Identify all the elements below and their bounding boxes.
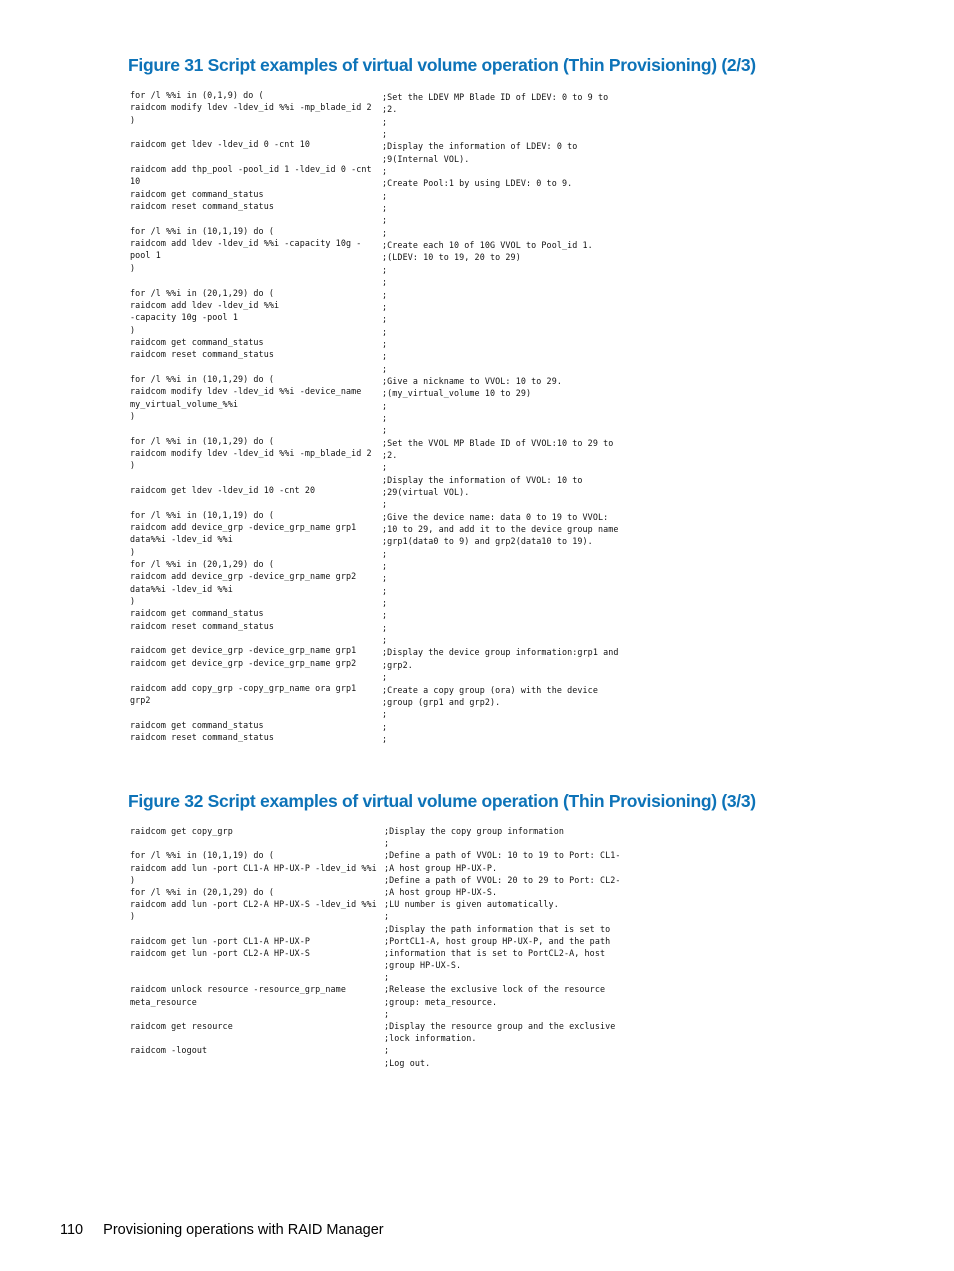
script-line: ;Set the LDEV MP Blade ID of LDEV: 0 to 9 to <box>382 92 609 102</box>
script-line: ;Display the information of VVOL: 10 to <box>382 474 583 485</box>
script-line: ; <box>382 351 388 362</box>
script-line: ;information that is set to PortCL2-A, host <box>384 947 606 958</box>
script-line: ; <box>382 548 388 559</box>
script-line: ;Create Pool:1 by using LDEV: 0 to 9. <box>382 178 573 189</box>
script-line: ; <box>382 598 388 609</box>
script-line: ;Release the exclusive lock of the resource <box>384 984 606 995</box>
script-line: raidcom get ldev -ldev_id 10 -cnt 20 <box>130 485 316 495</box>
script-line: data%%i -ldev_id %%i <box>130 534 233 545</box>
script-line: ; <box>382 289 388 300</box>
script-line: pool 1 <box>130 250 161 261</box>
script-line: ;LU number is given automatically. <box>384 899 559 910</box>
script-line: raidcom add lun -port CL2-A HP-UX-S -ldev_id %%i <box>130 899 377 910</box>
script-line: ; <box>382 709 388 720</box>
script-line <box>130 151 372 163</box>
script-line: raidcom add device_grp -device_grp_name grp2 <box>130 571 357 582</box>
script-line: raidcom add device_grp -device_grp_name grp1 <box>130 522 357 533</box>
script-line: raidcom add ldev -ldev_id %%i -capacity 10g - <box>130 238 362 249</box>
script-line: ) <box>130 546 136 557</box>
script-line: ; <box>382 314 388 325</box>
script-line: -capacity 10g -pool 1 <box>130 312 238 323</box>
script-line: ; <box>382 166 388 177</box>
script-line: ; <box>384 1008 390 1019</box>
script-line: ;A host group HP-UX-P. <box>384 862 498 873</box>
script-line: raidcom reset command_status <box>130 620 274 631</box>
script-line: ; <box>382 277 388 288</box>
script-line <box>130 472 372 484</box>
script-line: ; <box>382 585 388 596</box>
script-line: ; <box>382 462 388 473</box>
script-line: ;Display the path information that is set to <box>384 923 611 934</box>
footer-section-title: Provisioning operations with RAID Manager <box>103 1222 384 1238</box>
script-line <box>130 274 372 286</box>
script-line: ; <box>382 264 388 275</box>
script-line: ; <box>382 622 388 633</box>
script-line <box>130 126 372 138</box>
script-line: ;Log out. <box>384 1057 431 1068</box>
script-line: ; <box>384 838 390 849</box>
script-line: ; <box>382 573 388 584</box>
script-line: ;group: meta_resource. <box>384 996 498 1007</box>
script-line: ; <box>384 972 390 983</box>
script-line: for /l %%i in (10,1,19) do ( <box>130 850 274 861</box>
script-line: ; <box>382 412 388 423</box>
script-line: ;(my_virtual_volume 10 to 29) <box>382 388 532 399</box>
script-line: ;Define a path of VVOL: 10 to 19 to Port: CL1- <box>384 850 621 861</box>
script-line: raidcom get resource <box>130 1021 233 1031</box>
script-line: ; <box>382 363 388 374</box>
script-line: ;grp2. <box>382 659 413 670</box>
script-line <box>130 1008 377 1020</box>
script-line <box>130 669 372 681</box>
script-line: ) <box>130 324 136 335</box>
script-line: ;Give the device name: data 0 to 19 to VVOL: <box>382 511 609 522</box>
script-line: ;group (grp1 and grp2). <box>382 696 501 707</box>
script-line: raidcom get command_status <box>130 608 264 619</box>
script-line: for /l %%i in (10,1,19) do ( <box>130 225 274 236</box>
script-line: raidcom add ldev -ldev_id %%i <box>130 299 280 310</box>
script-line: my_virtual_volume_%%i <box>130 398 238 409</box>
script-line: ; <box>382 733 388 744</box>
script-line: raidcom get ldev -ldev_id 0 -cnt 10 <box>130 139 310 150</box>
script-line: raidcom get command_status <box>130 719 264 730</box>
script-line: for /l %%i in (0,1,9) do ( <box>130 90 264 100</box>
script-line: ; <box>382 400 388 411</box>
script-line: ;2. <box>382 104 398 115</box>
script-line: ;Give a nickname to VVOL: 10 to 29. <box>382 375 562 386</box>
script-line: ; <box>382 301 388 312</box>
script-line: ;grp1(data0 to 9) and grp2(data10 to 19). <box>382 536 593 547</box>
script-line: ;9(Internal VOL). <box>382 153 470 164</box>
script-line: ;Create each 10 of 10G VVOL to Pool_id 1. <box>382 240 593 251</box>
script-line: data%%i -ldev_id %%i <box>130 583 233 594</box>
script-line <box>130 923 377 935</box>
script-line: ; <box>382 203 388 214</box>
figure-31-script-code <box>130 89 372 743</box>
script-line: raidcom reset command_status <box>130 349 274 360</box>
script-line: raidcom modify ldev -ldev_id %%i -device_name <box>130 386 362 397</box>
script-line: for /l %%i in (20,1,29) do ( <box>130 287 274 298</box>
script-line: ; <box>384 1045 390 1056</box>
script-line: raidcom modify ldev -ldev_id %%i -mp_blade_id 2 <box>130 447 372 458</box>
figure-31-title: Figure 31 Script examples of virtual volume operation (Thin Provisioning) (2/3) <box>128 55 756 75</box>
script-line: raidcom add lun -port CL1-A HP-UX-P -ldev_id %%i <box>130 862 377 873</box>
script-line <box>130 496 372 508</box>
script-line <box>130 632 372 644</box>
script-line: ) <box>130 410 136 421</box>
script-line: ; <box>382 338 388 349</box>
script-line: for /l %%i in (10,1,29) do ( <box>130 373 274 384</box>
script-line <box>130 706 372 718</box>
script-line: ) <box>130 911 136 922</box>
script-line: ; <box>384 911 390 922</box>
script-line: ; <box>382 116 388 127</box>
script-line: ;PortCL1-A, host group HP-UX-P, and the path <box>384 935 611 946</box>
script-line: raidcom get copy_grp <box>130 826 233 836</box>
figure-32-title: Figure 32 Script examples of virtual volume operation (Thin Provisioning) (3/3) <box>128 791 756 811</box>
page-number: 110 <box>60 1222 84 1238</box>
script-line: ;2. <box>382 449 398 460</box>
script-line: raidcom get command_status <box>130 336 264 347</box>
script-line: ;Display the device group information:grp1 and <box>382 647 619 658</box>
script-line: for /l %%i in (10,1,29) do ( <box>130 435 274 446</box>
script-line: raidcom reset command_status <box>130 731 274 742</box>
script-line: ; <box>382 425 388 436</box>
script-line: ;(LDEV: 10 to 19, 20 to 29) <box>382 252 521 263</box>
script-line: ;29(virtual VOL). <box>382 487 470 497</box>
script-line: ; <box>382 227 388 238</box>
script-line: ; <box>382 721 388 732</box>
script-line: raidcom get command_status <box>130 188 264 199</box>
script-line: ;group HP-UX-S. <box>384 960 462 971</box>
script-line: ; <box>382 215 388 226</box>
script-line: ; <box>382 326 388 337</box>
page-footer <box>60 1222 384 1238</box>
script-line: raidcom reset command_status <box>130 201 274 212</box>
script-line: ;Display the resource group and the exclusive <box>384 1021 616 1031</box>
script-line: ) <box>130 114 136 125</box>
script-line: ) <box>130 460 136 471</box>
script-line: ;Set the VVOL MP Blade ID of VVOL:10 to 29 to <box>382 437 614 448</box>
script-line: 10 <box>130 176 141 187</box>
script-line: ; <box>382 610 388 621</box>
script-line: ;lock information. <box>384 1033 477 1044</box>
script-line: raidcom unlock resource -resource_grp_name <box>130 984 346 995</box>
script-line: ; <box>382 499 388 510</box>
script-line <box>130 971 377 983</box>
script-line: ;Define a path of VVOL: 20 to 29 to Port: CL2- <box>384 874 621 885</box>
script-line: ) <box>130 262 136 273</box>
script-line: raidcom get device_grp -device_grp_name grp1 <box>130 645 357 656</box>
script-line: ;A host group HP-UX-S. <box>384 886 498 897</box>
script-line: ;Display the copy group information <box>384 826 564 836</box>
script-line: grp2 <box>130 694 151 705</box>
script-line: ) <box>130 874 136 885</box>
script-line <box>130 422 372 434</box>
script-line: meta_resource <box>130 996 197 1007</box>
script-line: raidcom get lun -port CL2-A HP-UX-S <box>130 947 310 958</box>
script-line: raidcom modify ldev -ldev_id %%i -mp_blade_id 2 <box>130 102 372 113</box>
script-line: for /l %%i in (20,1,29) do ( <box>130 559 274 570</box>
script-line <box>130 837 377 849</box>
script-line: for /l %%i in (20,1,29) do ( <box>130 886 274 897</box>
script-line: ; <box>382 672 388 683</box>
script-line <box>130 212 372 224</box>
script-line: ; <box>382 129 388 140</box>
script-line: raidcom get lun -port CL1-A HP-UX-P <box>130 935 310 946</box>
script-line: ) <box>130 596 136 607</box>
script-line: ;Create a copy group (ora) with the device <box>382 684 598 695</box>
script-line: raidcom get device_grp -device_grp_name grp2 <box>130 657 357 668</box>
script-line: raidcom add copy_grp -copy_grp_name ora grp1 <box>130 682 357 693</box>
figure-32-script-code <box>130 825 377 1057</box>
figure-31-script-comments <box>382 91 619 745</box>
script-line <box>130 959 377 971</box>
script-line: ; <box>382 561 388 572</box>
script-line: ;Display the information of LDEV: 0 to <box>382 141 578 152</box>
script-line <box>130 1032 377 1044</box>
script-line <box>130 361 372 373</box>
script-line: ;10 to 29, and add it to the device group name <box>382 524 619 535</box>
script-line: for /l %%i in (10,1,19) do ( <box>130 509 274 520</box>
script-line: raidcom -logout <box>130 1045 208 1056</box>
script-line: ; <box>382 190 388 201</box>
script-line: ; <box>382 635 388 646</box>
figure-32-script-comments <box>384 825 621 1069</box>
script-line: raidcom add thp_pool -pool_id 1 -ldev_id 0 -cnt <box>130 164 372 175</box>
